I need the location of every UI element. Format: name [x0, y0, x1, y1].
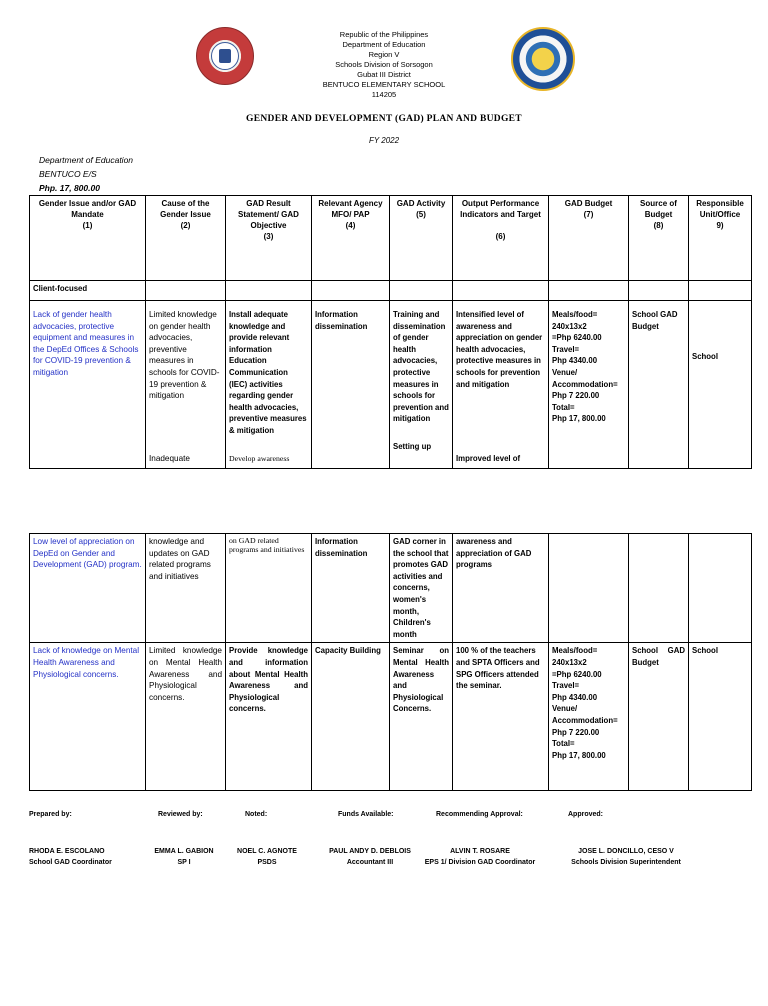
- signatory-name: PAUL ANDY D. DEBLOIS: [329, 848, 411, 855]
- header-school: BENTUCO ELEMENTARY SCHOOL: [322, 80, 446, 89]
- row2-mfo: Information dissemination: [312, 534, 390, 643]
- signatory-title: SP I: [177, 859, 191, 866]
- row1-result-next: Develop awareness: [229, 454, 290, 463]
- info-amount: Php. 17, 800.00: [39, 183, 100, 193]
- row3-source: School GAD Budget: [629, 643, 689, 791]
- header-department: Department of Education: [342, 40, 426, 49]
- header-region: Region V: [368, 50, 400, 59]
- funds-label: Funds Available:: [338, 811, 394, 818]
- gad-plan-table-page1: [29, 195, 752, 469]
- row1-cause: Limited knowledge on gender health advocacies, preventive measures in schools for COVID-19 prevention & mitigation: [149, 310, 220, 401]
- col-header-7: GAD Budget (7): [549, 196, 629, 281]
- col-header-8: Source of Budget (8): [629, 196, 689, 281]
- signatory-title: Schools Division Superintendent: [571, 859, 681, 866]
- row1-activity-cell: [390, 301, 453, 469]
- reviewed-label: Reviewed by:: [158, 811, 203, 818]
- signatory-title: Accountant III: [346, 859, 394, 866]
- row3-unit: School: [689, 643, 752, 791]
- signatory-name: EMMA L. GABION: [154, 848, 214, 855]
- table-header-row: [30, 196, 752, 281]
- signatory-name: JOSE L. DONCILLO, CESO V: [578, 848, 674, 855]
- row1-budget: Meals/food= 240x13x2 =Php 6240.00 Travel= Php 4340.00 Venue/ Accommodation= Php 7 220.00 Total= Php 17, 800.00: [549, 301, 629, 469]
- noted-label: Noted:: [245, 811, 268, 818]
- row3-activity: Seminar on Mental Health Awareness and Physiological Concerns.: [390, 643, 453, 791]
- row2-result: on GAD related programs and initiatives: [226, 534, 312, 643]
- col-header-9: Responsible Unit/Office 9): [689, 196, 752, 281]
- signatory-title: PSDS: [257, 859, 277, 866]
- row3-mfo: Capacity Building: [312, 643, 390, 791]
- section-row: [30, 281, 752, 301]
- row2-output: awareness and appreciation of GAD programs: [453, 534, 549, 643]
- col-header-2: Cause of the Gender Issue (2): [146, 196, 226, 281]
- info-agency: Department of Education: [39, 155, 134, 165]
- signatory-title: EPS 1/ Division GAD Coordinator: [424, 859, 536, 866]
- signatory-name: ALVIN T. ROSARE: [450, 848, 510, 855]
- header-school-id: 114205: [371, 90, 397, 99]
- row1-issue: Lack of gender health advocacies, protective equipment and measures in the DepEd Offices & Schools for COVID-19 prevention & mitigation: [30, 301, 146, 469]
- row1-output: Intensified level of awareness and appreciation on gender health advocacies, protective measures in schools for prevention and mitigation: [456, 310, 543, 389]
- row1-mfo: Information dissemination: [312, 301, 390, 469]
- row1-activity-next: Setting up: [393, 442, 432, 451]
- header-division: Schools Division of Sorsogon: [335, 60, 433, 69]
- row1-output-cell: [453, 301, 549, 469]
- row2-cause: knowledge and updates on GAD related programs and initiatives: [146, 534, 226, 643]
- row3-result: Provide knowledge and information about Mental Health Awareness and Physiological concerns.: [226, 643, 312, 791]
- table-row: [30, 301, 752, 469]
- approved-label: Approved:: [568, 811, 603, 818]
- header-republic: Republic of the Philippines: [339, 30, 429, 39]
- row1-activity: Training and dissemination of gender health advocacies, protective measures in schools for prevention and mitigation: [393, 310, 449, 424]
- page-title: GENDER AND DEVELOPMENT (GAD) PLAN AND BUDGET: [246, 114, 522, 124]
- prepared-label: Prepared by:: [29, 811, 72, 818]
- col-header-5: GAD Activity (5): [390, 196, 453, 281]
- row2-activity: GAD corner in the school that promotes GAD activities and concerns, women's month, Children's month: [390, 534, 453, 643]
- header-district: Gubat III District: [357, 70, 411, 79]
- table-row: [30, 534, 752, 643]
- row1-cause-next: Inadequate: [149, 454, 190, 463]
- row1-cause-cell: [146, 301, 226, 469]
- fiscal-year: FY 2022: [368, 136, 400, 145]
- row3-cause: Limited knowledge on Mental Health Awareness and Physiological concerns.: [146, 643, 226, 791]
- row1-result-cell: [226, 301, 312, 469]
- gad-plan-table-page2: [29, 533, 752, 791]
- signatory-name: RHODA E. ESCOLANO: [29, 848, 105, 855]
- info-school: BENTUCO E/S: [39, 169, 97, 179]
- row1-source: School GAD Budget: [629, 301, 689, 469]
- row1-output-next: Improved level of: [456, 454, 521, 463]
- col-header-6: Output Performance Indicators and Target (6): [453, 196, 549, 281]
- signatory-title: School GAD Coordinator: [29, 859, 112, 866]
- col-header-3: GAD Result Statement/ GAD Objective (3): [226, 196, 312, 281]
- col-header-1: Gender Issue and/or GAD Mandate (1): [30, 196, 146, 281]
- section-label: Client-focused: [30, 281, 146, 301]
- row1-unit: School: [689, 301, 752, 469]
- row3-output: 100 % of the teachers and SPTA Officers and SPG Officers attended the seminar.: [453, 643, 549, 791]
- table-row: [30, 643, 752, 791]
- recommending-label: Recommending Approval:: [436, 811, 523, 818]
- row3-issue: Lack of knowledge on Mental Health Awareness and Physiological concerns.: [30, 643, 146, 791]
- row3-budget: Meals/food= 240x13x2 =Php 6240.00 Travel= Php 4340.00 Venue/ Accommodation= Php 7 220.00 Total= Php 17, 800.00: [549, 643, 629, 791]
- row2-issue: Low level of appreciation on DepEd on Gender and Development (GAD) program.: [30, 534, 146, 643]
- col-header-4: Relevant Agency MFO/ PAP (4): [312, 196, 390, 281]
- row1-result: Install adequate knowledge and provide relevant information Education Communication (IEC) activities regarding gender health advocacies, preventive measures & mitigation: [229, 310, 307, 435]
- signatory-name: NOEL C. AGNOTE: [237, 848, 297, 855]
